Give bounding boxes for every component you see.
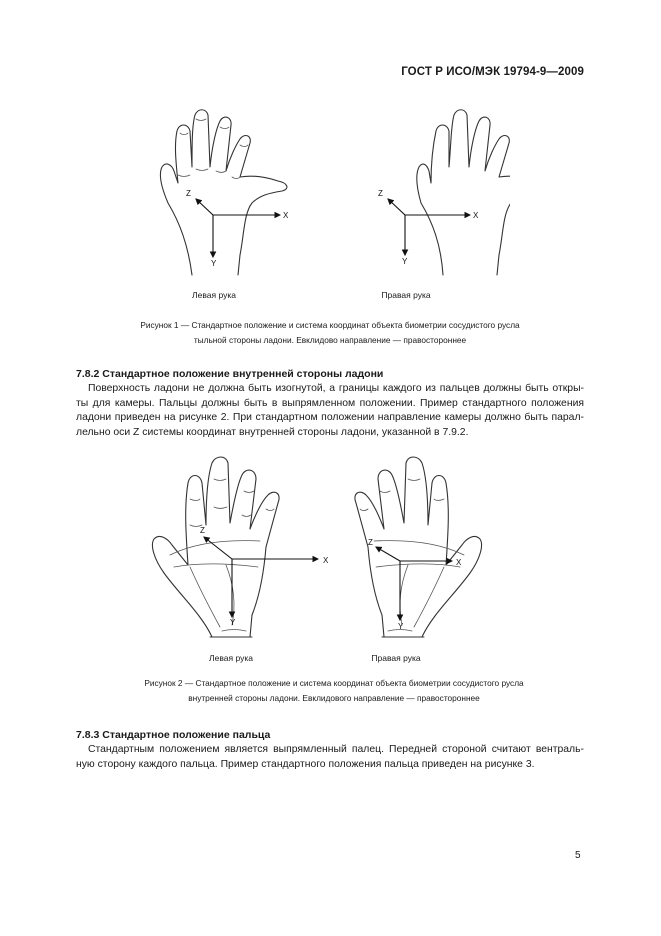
palm-right-y-label: Y [398, 622, 404, 631]
figure-2-right-label: Правая рука [371, 653, 421, 663]
left-palm-axes [200, 526, 329, 627]
palm-right-x-label: X [456, 558, 462, 567]
figure-1-caption [70, 318, 590, 348]
figure-2-caption-line-2: внутренней стороны ладони. Евклидового направление — правостороннее [188, 693, 480, 703]
left-x-label: X [283, 211, 289, 220]
section-783-line-2: ную сторону каждого пальца. Пример стандартного положения пальца приведен на рисунке 3. [76, 758, 535, 770]
section-782-title: 7.8.2 Стандартное положение внутренней стороны ладони [76, 368, 384, 380]
section-782-line-3: ладони приведен на рисунке 2. При стандартном положении направление камеры должно быть парал- [76, 412, 584, 424]
right-axes [378, 189, 479, 266]
figure-1-caption-line-1: Рисунок 1 — Стандартное положение и система координат объекта биометрии сосудистого русла [140, 320, 520, 330]
figure-2-drawing [140, 455, 510, 650]
figure-1 [140, 105, 510, 285]
right-x-label: X [473, 211, 479, 220]
figure-2-caption [74, 676, 594, 706]
left-hand-back [160, 110, 287, 275]
left-axes [186, 189, 289, 268]
section-782-paragraph [76, 382, 584, 440]
figure-2-caption-line-1: Рисунок 2 — Стандартное положение и система координат объекта биометрии сосудистого русла [144, 678, 524, 688]
palm-left-y-label: Y [230, 618, 236, 627]
figure-1-left-label: Левая рука [192, 290, 236, 300]
figure-1-right-label: Правая рука [381, 290, 431, 300]
figure-1-drawing [140, 105, 510, 285]
right-hand-back [417, 110, 510, 275]
section-783-title: 7.8.3 Стандартное положение пальца [76, 729, 271, 741]
right-palm [355, 457, 482, 637]
left-y-label: Y [211, 259, 217, 268]
palm-right-z-label: Z [368, 538, 373, 547]
left-palm [152, 457, 279, 637]
page-number: 5 [575, 850, 581, 861]
section-783-paragraph [76, 743, 584, 772]
section-782-line-2: ты для камеры. Пальцы должны быть в выпрямленном положении. Пример стандартного положения [76, 397, 584, 409]
palm-left-z-label: Z [200, 526, 205, 535]
section-782-line-4: лельно оси Z системы координат внутренней стороны ладони, указанной в 7.9.2. [76, 426, 469, 438]
figure-2-left-label: Левая рука [209, 653, 253, 663]
figure-1-caption-line-2: тыльной стороны ладони. Евклидово направление — правостороннее [193, 335, 467, 345]
section-783-line-1: Стандартным положением является выпрямленный палец. Передней стороной считают вентраль- [88, 744, 584, 755]
section-782-line-1: Поверхность ладони не должна быть изогнутой, а границы каждого из пальцев должны быть откры- [88, 383, 584, 394]
figure-2 [140, 455, 510, 650]
palm-left-x-label: X [323, 556, 329, 565]
right-z-label: Z [378, 189, 383, 198]
document-header: ГОСТ Р ИСО/МЭК 19794-9—2009 [401, 66, 584, 78]
left-z-label: Z [186, 189, 191, 198]
right-y-label: Y [402, 257, 408, 266]
